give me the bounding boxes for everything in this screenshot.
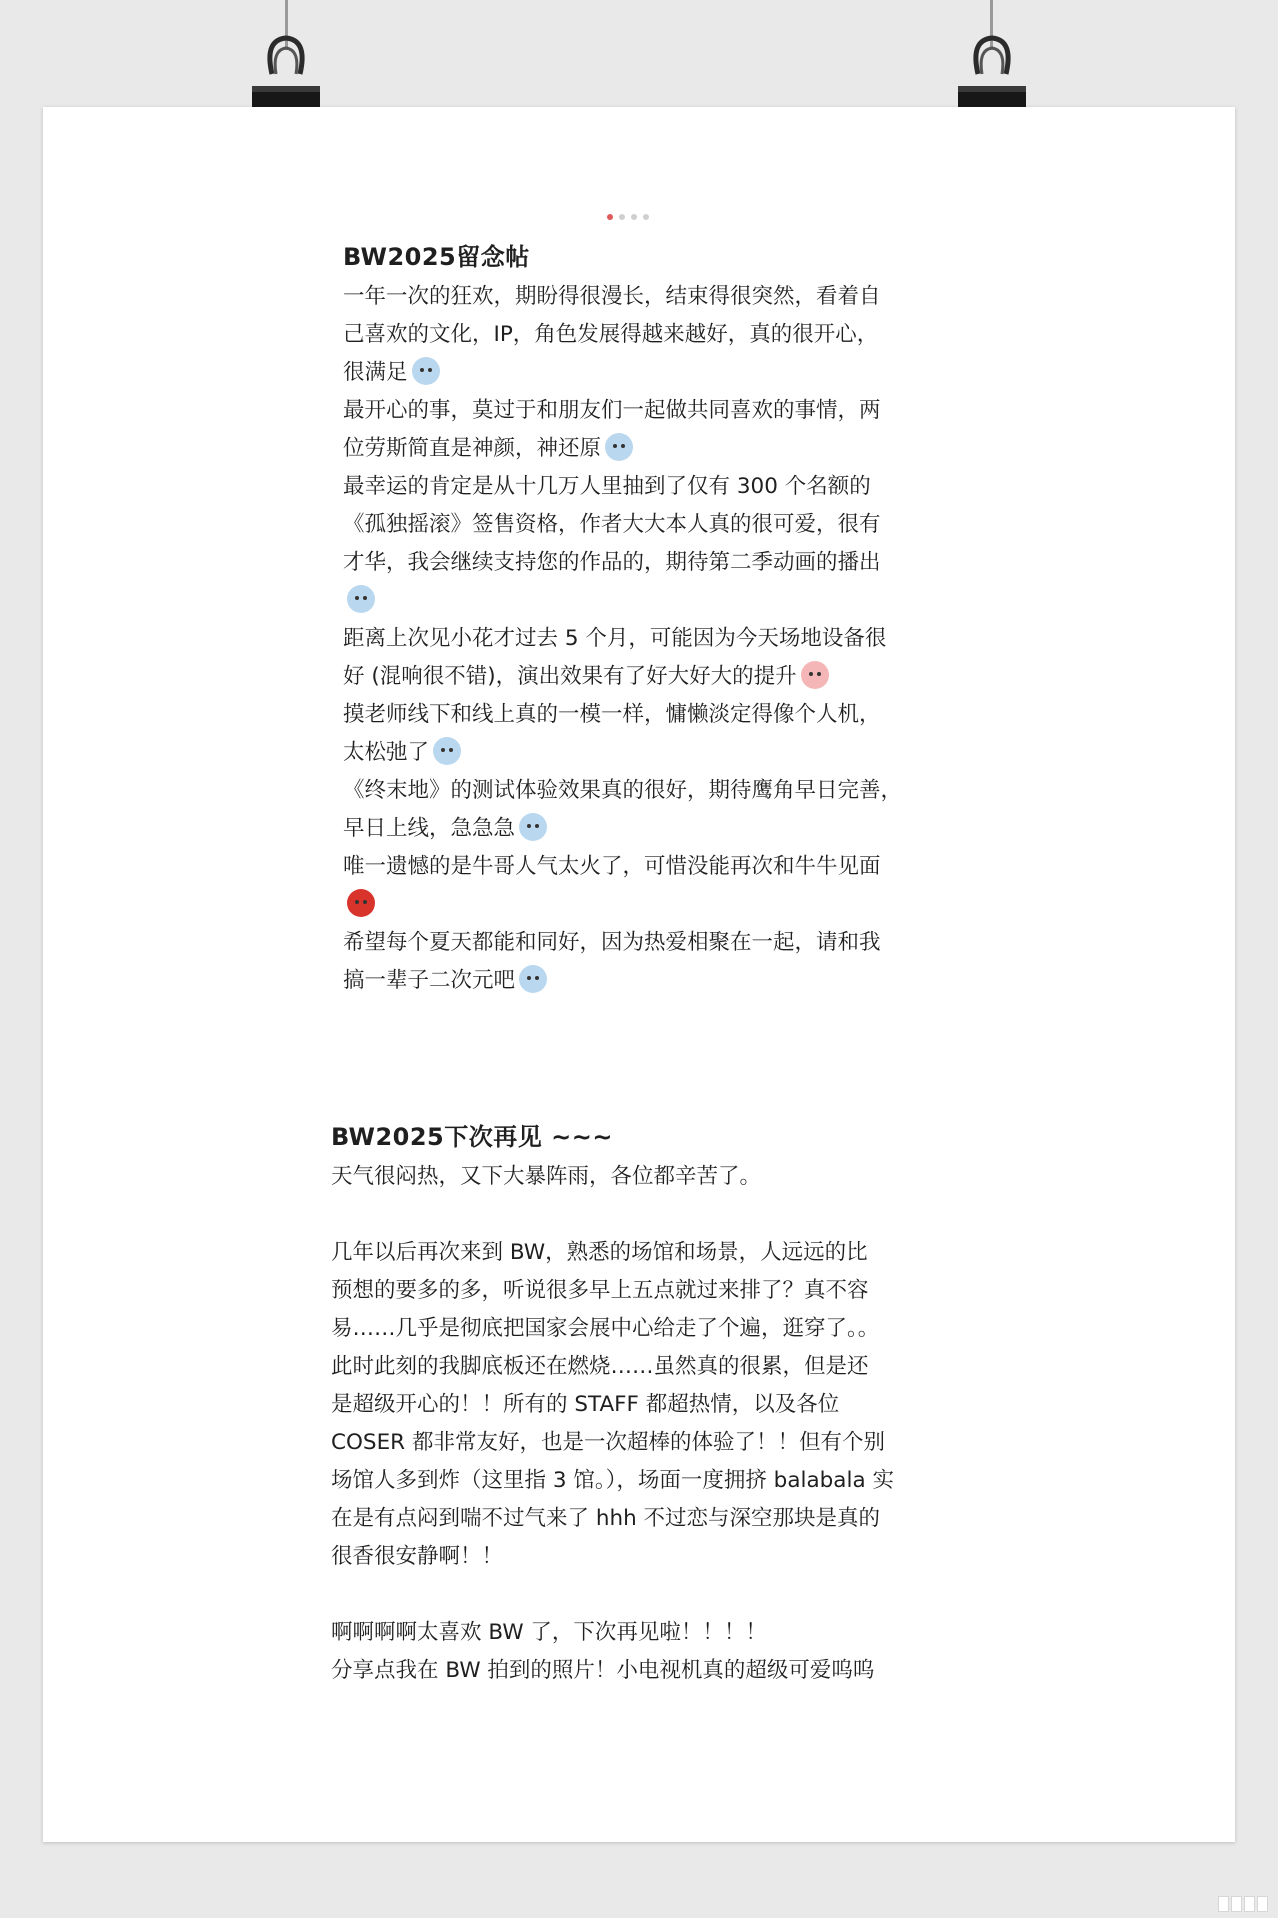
body-text: 唯一遗憾的是牛哥人气太火了，可惜没能再次和牛牛见面 <box>343 854 881 879</box>
thumbnail[interactable] <box>1244 1896 1255 1912</box>
post-body <box>331 1158 894 1690</box>
body-text: 希望每个夏天都能和同好，因为热爱相聚在一起，请和我 <box>343 930 881 955</box>
body-text: 很满足 <box>343 360 408 385</box>
body-line <box>343 544 902 582</box>
body-line <box>331 1652 894 1690</box>
emoji-line <box>343 886 902 924</box>
body-text: 己喜欢的文化，IP，角色发展得越来越好，真的很开心， <box>343 322 879 347</box>
body-line <box>331 1272 894 1310</box>
post-memorial <box>343 238 902 1000</box>
body-line <box>331 1462 894 1500</box>
body-text: 搞一辈子二次元吧 <box>343 968 516 993</box>
post-title: BW2025留念帖 <box>343 243 530 271</box>
body-text: 易……几乎是彻底把国家会展中心给走了个遍，逛穿了。。 <box>331 1316 880 1341</box>
body-text: 此时此刻的我脚底板还在燃烧……虽然真的很累，但是还 <box>331 1354 869 1379</box>
body-text: 场馆人多到炸（这里指 3 馆。），场面一度拥挤 balabala 实 <box>331 1468 894 1493</box>
pagination-dot[interactable] <box>607 214 613 220</box>
body-line <box>331 1310 894 1348</box>
body-line <box>343 354 902 392</box>
pagination-dot[interactable] <box>619 214 625 220</box>
body-text: 位劳斯简直是神颜，神还原 <box>343 436 602 461</box>
body-text: 才华，我会继续支持您的作品的，期待第二季动画的播出 <box>343 550 881 575</box>
pagination-dot[interactable] <box>643 214 649 220</box>
body-line <box>331 1500 894 1538</box>
post-body <box>343 278 902 1000</box>
body-text: 一年一次的狂欢，期盼得很漫长，结束得很突然，看着自 <box>343 284 881 309</box>
body-line <box>343 278 902 316</box>
body-text: 摸老师线下和线上真的一模一样，慵懒淡定得像个人机， <box>343 702 881 727</box>
body-line <box>331 1614 894 1652</box>
body-line <box>343 392 902 430</box>
body-line <box>343 468 902 506</box>
thumbnail[interactable] <box>1218 1896 1229 1912</box>
post-see-you-next-time <box>331 1118 894 1690</box>
body-text: 早日上线，急急急 <box>343 816 516 841</box>
body-text: 几年以后再次来到 BW，熟悉的场馆和场景，人远远的比 <box>331 1240 868 1265</box>
emoji-line <box>343 582 902 620</box>
laughing-crying-face-icon <box>347 585 375 613</box>
body-text: 天气很闷热，又下大暴阵雨，各位都辛苦了。 <box>331 1164 762 1189</box>
body-text: 《孤独摇滚》签售资格，作者大大本人真的很可爱，很有 <box>343 512 881 537</box>
body-text: 好 (混响很不错)，演出效果有了好大好大的提升 <box>343 664 797 689</box>
emoji-line <box>331 1576 894 1614</box>
laughing-crying-face-icon <box>412 357 440 385</box>
body-text: 在是有点闷到喘不过气来了 hhh 不过恋与深空那块是真的 <box>331 1506 881 1531</box>
body-text: 是超级开心的！！所有的 STAFF 都超热情，以及各位 <box>331 1392 840 1417</box>
body-line <box>331 1158 894 1196</box>
body-line <box>343 772 902 810</box>
body-line <box>343 962 902 1000</box>
image-pagination-dots <box>607 214 649 220</box>
body-line <box>331 1234 894 1272</box>
body-text: COSER 都非常友好，也是一次超棒的体验了！！但有个别 <box>331 1430 885 1455</box>
body-line <box>343 430 902 468</box>
laughing-crying-face-icon <box>519 965 547 993</box>
body-line <box>343 848 902 886</box>
body-line <box>343 734 902 772</box>
body-line <box>343 620 902 658</box>
body-text: 分享点我在 BW 拍到的照片！小电视机真的超级可爱呜呜 <box>331 1658 875 1683</box>
thumbnail[interactable] <box>1257 1896 1268 1912</box>
body-text: 很香很安静啊！！ <box>331 1544 504 1569</box>
body-line <box>331 1348 894 1386</box>
angry-face-icon <box>347 889 375 917</box>
body-text: 预想的要多的多，听说很多早上五点就过来排了？真不容 <box>331 1278 869 1303</box>
post-title: BW2025下次再见 ~~~ <box>331 1123 613 1151</box>
laughing-crying-face-icon <box>519 813 547 841</box>
body-text: 太松弛了 <box>343 740 430 765</box>
body-line <box>343 924 902 962</box>
laughing-crying-face-icon <box>605 433 633 461</box>
body-line <box>331 1538 894 1576</box>
body-line <box>331 1424 894 1462</box>
body-line <box>331 1386 894 1424</box>
blushing-face-icon <box>801 661 829 689</box>
gallery-thumbnails[interactable] <box>1218 1896 1268 1912</box>
body-text: 《终末地》的测试体验效果真的很好，期待鹰角早日完善， <box>343 778 903 803</box>
body-line <box>343 810 902 848</box>
body-text: 啊啊啊啊太喜欢 BW 了，下次再见啦！！！！ <box>331 1620 767 1645</box>
body-line <box>343 506 902 544</box>
body-line <box>343 316 902 354</box>
thumbnail[interactable] <box>1231 1896 1242 1912</box>
body-text: 距离上次见小花才过去 5 个月，可能因为今天场地设备很 <box>343 626 887 651</box>
crying-face-icon <box>433 737 461 765</box>
emoji-line <box>331 1196 894 1234</box>
body-text: 最开心的事，莫过于和朋友们一起做共同喜欢的事情，两 <box>343 398 881 423</box>
body-line <box>343 696 902 734</box>
body-text: 最幸运的肯定是从十几万人里抽到了仅有 300 个名额的 <box>343 474 871 499</box>
pagination-dot[interactable] <box>631 214 637 220</box>
body-line <box>343 658 902 696</box>
